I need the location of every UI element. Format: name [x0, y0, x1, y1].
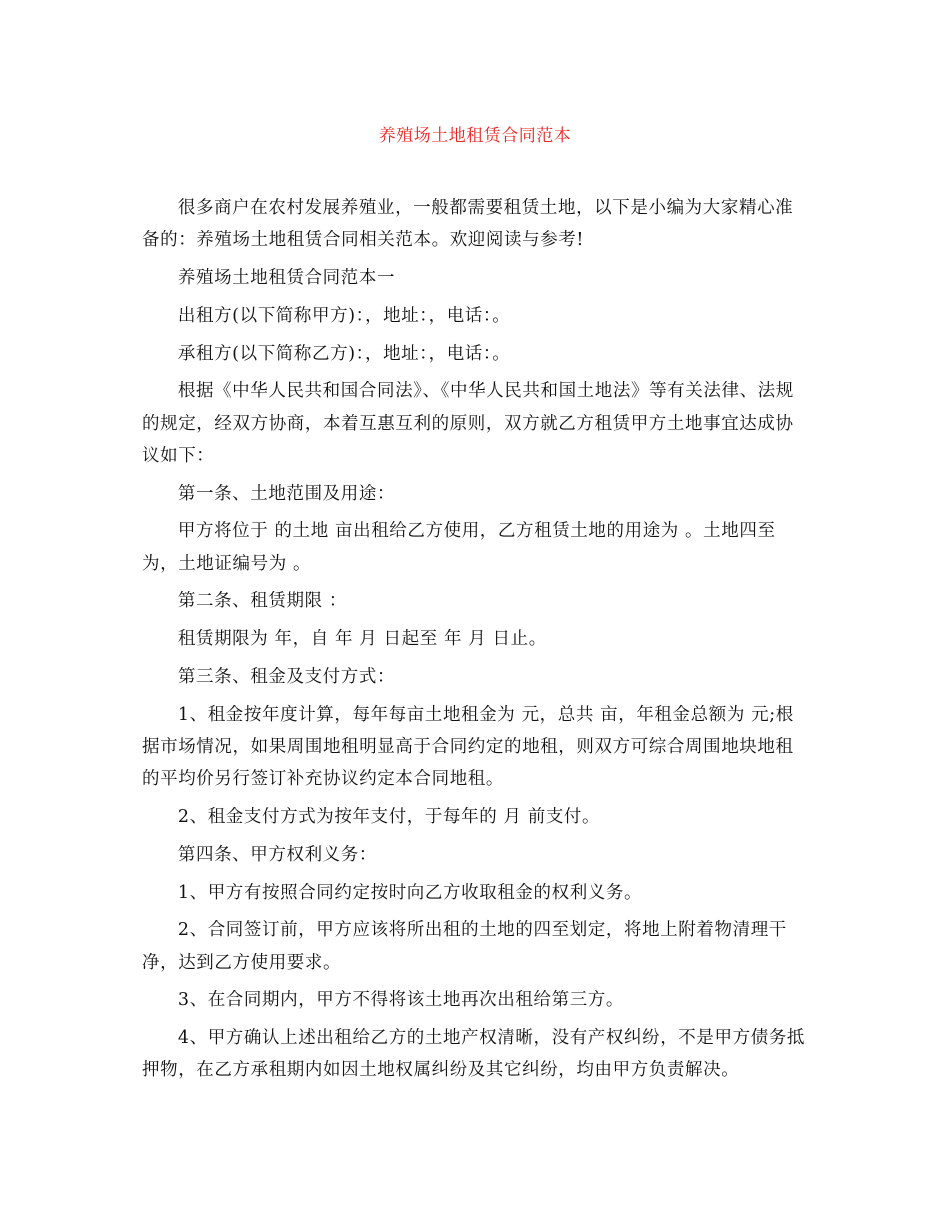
article-4-item-2: 2、合同签订前，甲方应该将所出租的土地的四至划定，将地上附着物清理干净，达到乙方使用要求。 — [142, 920, 787, 973]
article-3-heading: 第三条、租金及支付方式： — [177, 666, 396, 687]
article-2-heading: 第二条、租赁期限 ： — [177, 591, 347, 612]
document-title: 养殖场土地租赁合同范本 — [378, 126, 572, 146]
paragraph-intro: 很多商户在农村发展养殖业，一般都需要租赁土地，以下是小编为大家精心准备的：养殖场土地租赁合同相关范本。欢迎阅读与参考! — [142, 198, 794, 251]
paragraph-lessee: 承租方(以下简称乙方)：，地址：，电话：。 — [177, 343, 511, 364]
article-3-item-2: 2、租金支付方式为按年支付，于每年的 月 前支付。 — [177, 806, 601, 827]
article-4-item-3: 3、在合同期内，甲方不得将该土地再次出租给第三方。 — [177, 990, 625, 1011]
article-4-item-1: 1、甲方有按照合同约定按时向乙方收取租金的权利义务。 — [177, 882, 643, 903]
article-4-heading: 第四条、甲方权利义务： — [177, 844, 377, 865]
paragraph-legal-basis: 根据《中华人民共和国合同法》、《中华人民共和国土地法》等有关法律、法规的规定，经双方协商，本着互惠互利的原则，双方就乙方租赁甲方土地事宜达成协议如下： — [142, 381, 794, 466]
article-4-item-4: 4、甲方确认上述出租给乙方的土地产权清晰，没有产权纠纷，不是甲方债务抵押物，在乙方承租期内如因土地权属纠纷及其它纠纷，均由甲方负责解决。 — [142, 1028, 806, 1081]
document-body — [142, 192, 810, 1092]
article-3-item-1: 1、租金按年度计算，每年每亩土地租金为 元，总共 亩，年租金总额为 元;根据市场情况，如果周围地租明显高于合同约定的地租，则双方可综合周围地块地租的平均价另行签订补充协议约定本合同地租。 — [142, 704, 794, 790]
paragraph-lessor: 出租方(以下简称甲方)：，地址：，电话：。 — [177, 305, 511, 326]
article-2-body: 租赁期限为 年，自 年 月 日起至 年 月 日止。 — [177, 629, 547, 650]
article-1-body: 甲方将位于 的土地 亩出租给乙方使用，乙方租赁土地的用途为 。土地四至为，土地证编号为 。 — [142, 521, 776, 574]
paragraph-template-heading: 养殖场土地租赁合同范本一 — [177, 268, 396, 288]
article-1-heading: 第一条、土地范围及用途： — [177, 483, 396, 504]
